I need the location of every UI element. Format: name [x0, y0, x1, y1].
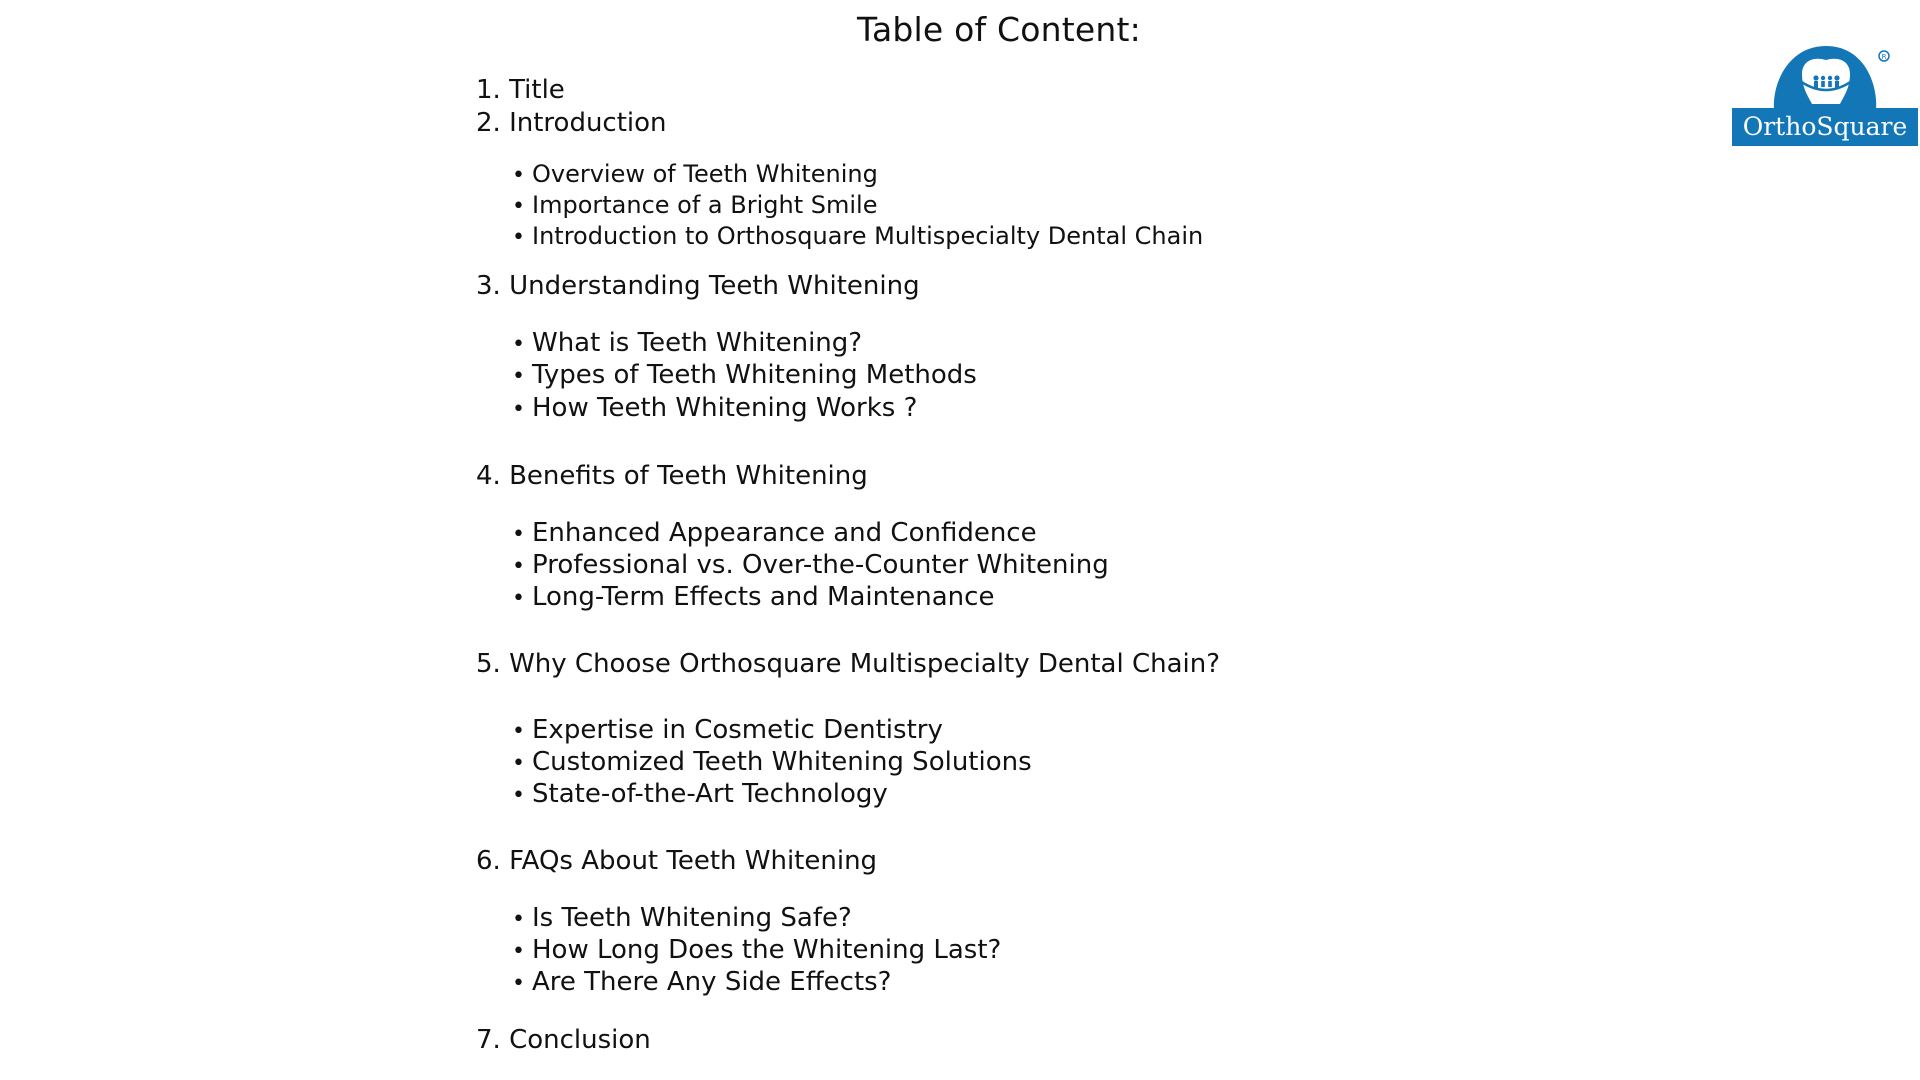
- toc-subitem-label: Introduction to Orthosquare Multispecialty Dental Chain: [532, 222, 1204, 250]
- toc-subitem[interactable]: [512, 778, 888, 812]
- toc-subitem-label: How Long Does the Whitening Last?: [532, 935, 1002, 965]
- toc-subitem-label: Overview of Teeth Whitening: [532, 160, 878, 188]
- bullet-icon: •: [512, 554, 525, 579]
- bullet-icon: •: [512, 225, 525, 250]
- toc-subitem[interactable]: [512, 517, 1037, 551]
- toc-subitem[interactable]: [512, 902, 852, 936]
- toc-item-why-choose[interactable]: 5. Why Choose Orthosquare Multispecialty Dental Chain?: [476, 649, 1221, 679]
- toc-subitem[interactable]: [512, 714, 943, 748]
- toc-subitem-label: Long-Term Effects and Maintenance: [532, 582, 995, 612]
- toc-subitem-label: Professional vs. Over-the-Counter Whitening: [532, 550, 1109, 580]
- logo-text: OrthoSquare: [1742, 112, 1908, 141]
- toc-subitem-label: Types of Teeth Whitening Methods: [532, 360, 977, 390]
- toc-subitem-label: How Teeth Whitening Works ?: [532, 393, 918, 423]
- toc-subitem-label: Is Teeth Whitening Safe?: [532, 903, 852, 933]
- toc-subitem-label: Enhanced Appearance and Confidence: [532, 518, 1037, 548]
- toc-item-conclusion[interactable]: 7. Conclusion: [476, 1025, 651, 1055]
- toc-subitem[interactable]: [512, 746, 1032, 780]
- toc-subitem[interactable]: [512, 392, 917, 426]
- toc-subitem[interactable]: [512, 966, 891, 1000]
- bullet-icon: •: [512, 586, 525, 611]
- bullet-icon: •: [512, 332, 525, 357]
- toc-subitem-label: What is Teeth Whitening?: [532, 328, 863, 358]
- bullet-icon: •: [512, 364, 525, 389]
- bullet-icon: •: [512, 971, 525, 996]
- toc-item-benefits[interactable]: 4. Benefits of Teeth Whitening: [476, 461, 868, 491]
- toc-subitem[interactable]: [512, 549, 1109, 583]
- toc-subitem-label: Expertise in Cosmetic Dentistry: [532, 715, 943, 745]
- toc-subitem[interactable]: [512, 934, 1001, 968]
- toc-subitem[interactable]: [512, 581, 994, 615]
- toc-subitem[interactable]: [512, 359, 977, 393]
- toc-item-understanding[interactable]: 3. Understanding Teeth Whitening: [476, 271, 920, 301]
- bullet-icon: •: [512, 783, 525, 808]
- bullet-icon: •: [512, 719, 525, 744]
- toc-subitem-label: Importance of a Bright Smile: [532, 191, 878, 219]
- svg-text:R: R: [1881, 53, 1887, 61]
- toc-item-faqs[interactable]: 6. FAQs About Teeth Whitening: [476, 846, 878, 876]
- toc-subitem[interactable]: [512, 327, 862, 361]
- orthosquare-logo: [1732, 44, 1918, 150]
- page-title: Table of Content:: [857, 10, 1141, 49]
- bullet-icon: •: [512, 751, 525, 776]
- bullet-icon: •: [512, 163, 525, 188]
- toc-subitem[interactable]: [512, 189, 877, 223]
- bullet-icon: •: [512, 194, 525, 219]
- bullet-icon: •: [512, 907, 525, 932]
- toc-item-introduction[interactable]: 2. Introduction: [476, 108, 667, 138]
- toc-subitem-label: State-of-the-Art Technology: [532, 779, 888, 809]
- toc-subitem[interactable]: [512, 220, 1203, 254]
- toc-subitem-label: Customized Teeth Whitening Solutions: [532, 747, 1032, 777]
- bullet-icon: •: [512, 939, 525, 964]
- toc-item-title[interactable]: 1. Title: [476, 75, 565, 105]
- bullet-icon: •: [512, 522, 525, 547]
- toc-subitem-label: Are There Any Side Effects?: [532, 967, 892, 997]
- toc-subitem[interactable]: [512, 158, 878, 192]
- bullet-icon: •: [512, 397, 525, 422]
